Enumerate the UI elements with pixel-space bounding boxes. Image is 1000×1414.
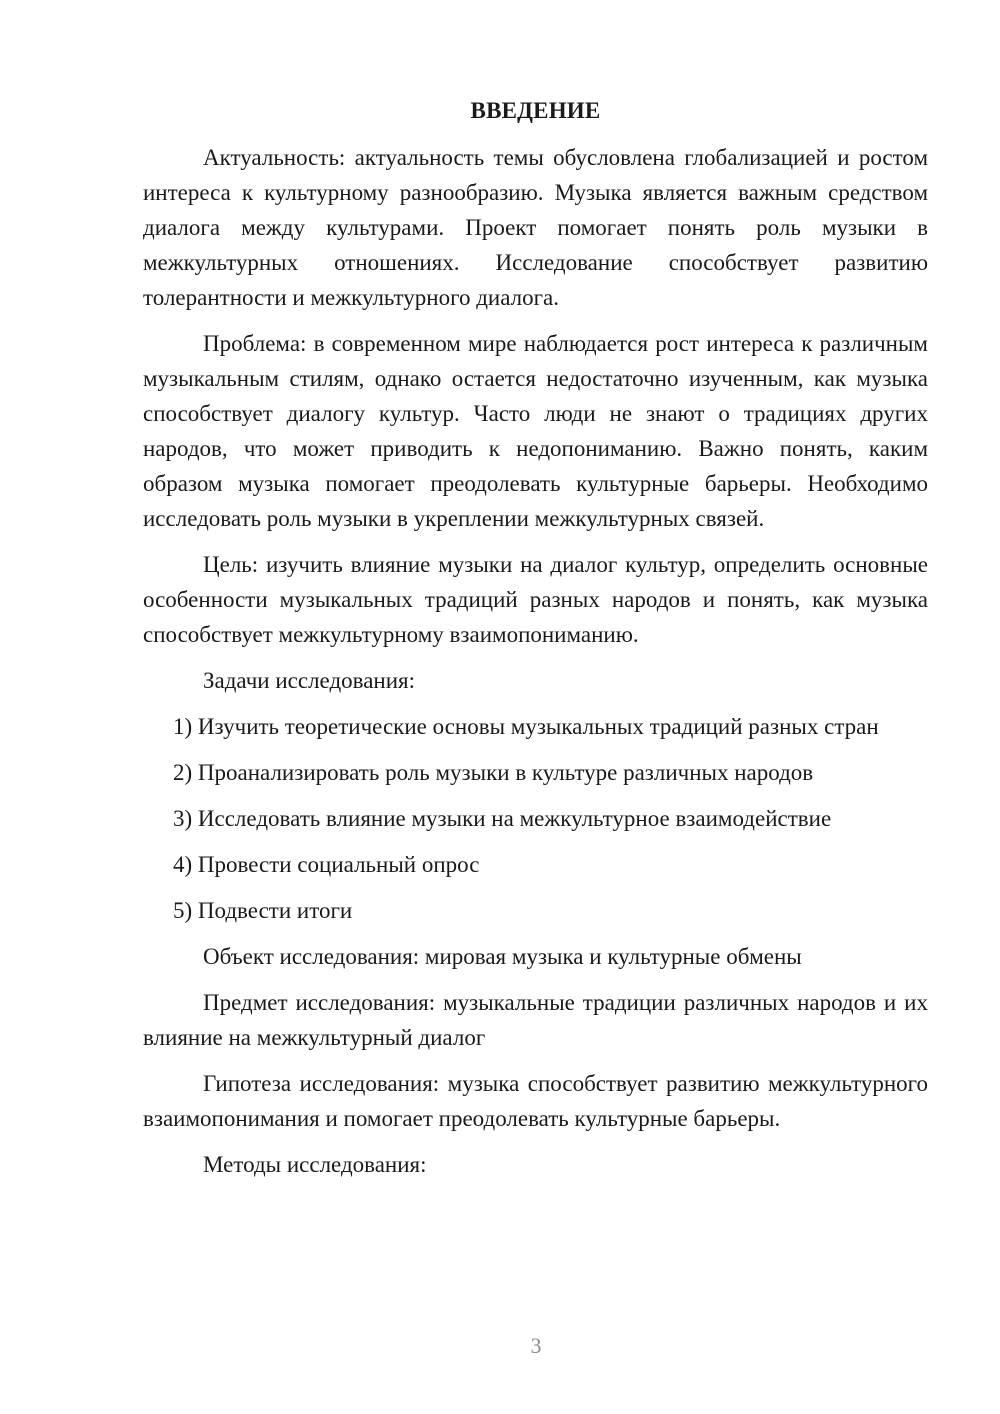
methods-heading: Методы исследования: bbox=[203, 1152, 427, 1177]
relevance-paragraph: Актуальность: актуальность темы обусловлена глобализацией и ростом интереса к культурному разнообразию. Музыка является важным средством диалога между культурами. Проект помогает понять роль музыки в межкультурных отношениях. Исследование способствует развитию толерантности и межкультурного диалога. bbox=[143, 145, 928, 310]
task-item: 4) Провести социальный опрос bbox=[173, 852, 480, 877]
task-item: 1) Изучить теоретические основы музыкальных традиций разных стран bbox=[173, 714, 879, 739]
task-item: 5) Подвести итоги bbox=[173, 898, 353, 923]
subject-paragraph: Предмет исследования: музыкальные традиции различных народов и их влияние на межкультурный диалог bbox=[143, 990, 928, 1050]
object-paragraph: Объект исследования: мировая музыка и культурные обмены bbox=[203, 944, 802, 969]
hypothesis-paragraph: Гипотеза исследования: музыка способствует развитию межкультурного взаимопонимания и помогает преодолевать культурные барьеры. bbox=[143, 1071, 928, 1131]
problem-paragraph: Проблема: в современном мире наблюдается рост интереса к различным музыкальным стилям, однако остается недостаточно изученным, как музыка способствует диалогу культур. Часто люди не знают о традициях других народов, что может приводить к недопониманию. Важно понять, каким образом музыка помогает преодолевать культурные барьеры. Необходимо исследовать роль музыки в укреплении межкультурных связей. bbox=[143, 331, 928, 531]
page-content bbox=[143, 96, 928, 1193]
task-item: 2) Проанализировать роль музыки в культуре различных народов bbox=[173, 760, 814, 785]
tasks-heading: Задачи исследования: bbox=[203, 668, 416, 693]
goal-paragraph: Цель: изучить влияние музыки на диалог культур, определить основные особенности музыкальных традиций разных народов и понять, как музыка способствует межкультурному взаимопониманию. bbox=[143, 552, 928, 647]
section-title: ВВЕДЕНИЕ bbox=[470, 98, 601, 123]
page-number: 3 bbox=[530, 1333, 542, 1358]
task-item: 3) Исследовать влияние музыки на межкультурное взаимодействие bbox=[173, 806, 832, 831]
